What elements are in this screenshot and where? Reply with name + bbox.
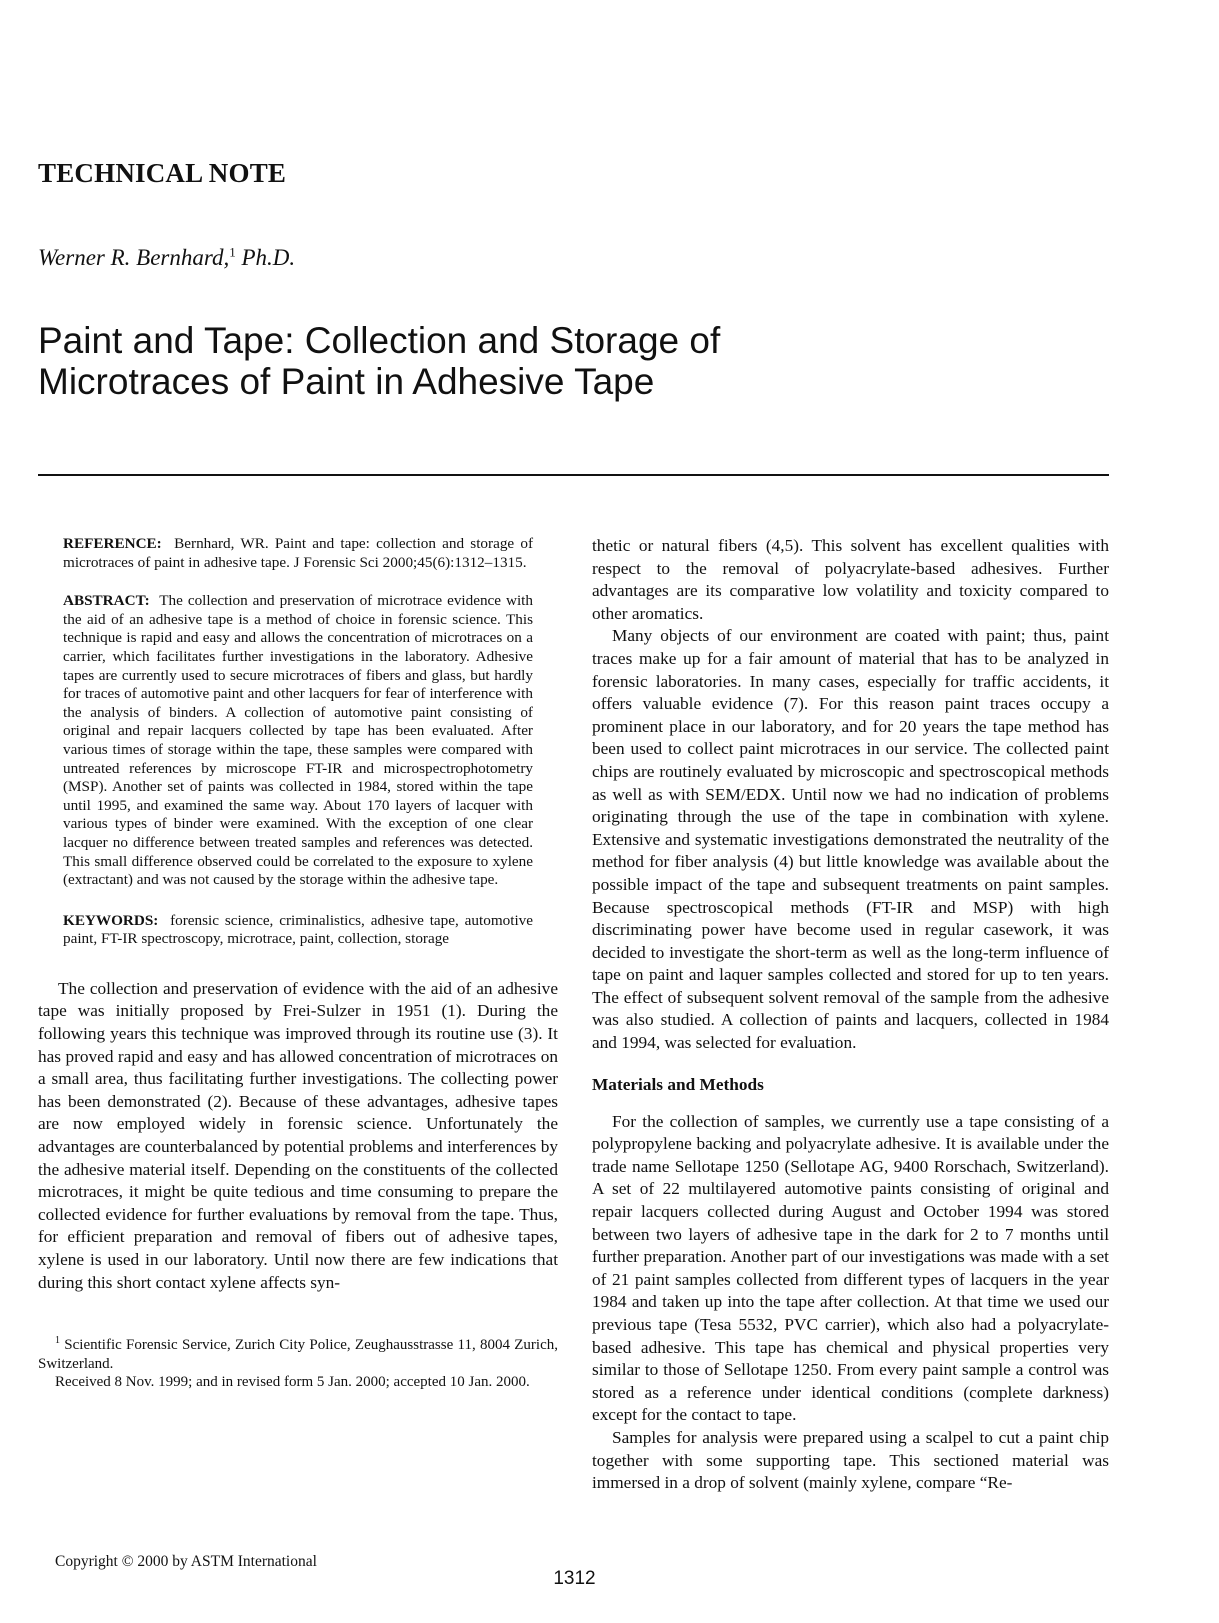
title-divider bbox=[38, 474, 1109, 476]
article-title bbox=[38, 320, 1138, 402]
reference-label: REFERENCE: bbox=[63, 535, 162, 552]
intro-paragraph: The collection and preservation of evidence with the aid of an adhesive tape was initially proposed by Frei-Sulzer in 1951 (1). During the following years this technique was improved through its routine use (3). It has proved rapid and easy and has allowed concentration of microtraces on a small area, thus facilitating further investigations. The collecting power has been demonstrated (2). Because of these advantages, adhesive tapes are now employed widely in forensic science. Unfortunately the advantages are counterbalanced by potential problems and interferences by the adhesive material itself. Depending on the constituents of the collected microtraces, it might be quite tedious and time consuming to prepare the collected evidence for further evaluations by removal from the tape. Thus, for efficient preparation and removal of fibers out of adhesive tapes, xylene is used in our laboratory. Until now there are few indications that during this short contact xylene affects syn- bbox=[38, 978, 558, 1292]
section-label: TECHNICAL NOTE bbox=[38, 158, 287, 188]
abstract-text: The collection and preservation of microtrace evidence with the aid of an adhesive tape is a method of choice in forensic science. This technique is rapid and easy and allows the concentration of microtraces on a carrier, which facilitates further investigations in the laboratory. Adhesive tapes are currently used to secure microtraces of fibers and glass, but hardly for traces of automotive paint and other lacquers for fear of interference with the analysis of binders. A collection of automotive paint consisting of original and repair lacquers collected by tape has been evaluated. After various times of storage within the tape, these samples were compared with untreated references by microscope FT-IR and microspectrophotometry (MSP). Another set of paints was collected in 1984, stored within the tape until 1995, and examined the same way. About 170 layers of lacquer with various types of binder were examined. With the exception of one clear lacquer no difference between treated samples and references was detected. This small difference observed could be correlated to the exposure to xylene (extractant) and was not caused by the storage within the adhesive tape. bbox=[63, 592, 533, 889]
continued-paragraph: thetic or natural fibers (4,5). This solvent has excellent qualities with respect to the removal of polyacrylate-based adhesives. Further advantages are its comparative low volatility and toxicity compared to other aromatics. bbox=[592, 536, 1109, 623]
keywords-text: forensic science, criminalistics, adhesive tape, automotive paint, FT-IR spectroscopy, microtrace, paint, collection, storage bbox=[63, 911, 534, 948]
author-byline bbox=[38, 245, 295, 271]
keywords-label: KEYWORDS: bbox=[63, 911, 159, 929]
copyright-notice: Copyright © 2000 by ASTM International bbox=[55, 1553, 317, 1570]
right-column bbox=[592, 535, 1109, 1495]
methods-paragraph-1: For the collection of samples, we currently use a tape consisting of a polypropylene backing and polyacrylate adhesive. It is available under the trade name Sellotape 1250 (Sellotape AG, 9400 Rorschach, Switzerland). A set of 22 multilayered automotive paints consisting of original and repair lacquers collected during August and October 1994 was stored between two layers of adhesive tape in the dark for 2 to 7 months until further preparation. Another part of our investigations was made with a set of 21 paint samples collected from different types of lacquers in the year 1984 and taken up into the tape after collection. At that time we used our previous tape (Tesa 5532, PVC carrier), which also had a polyacrylate-based adhesive. This tape has chemical and physical properties very similar to those of Sellotape 1250. From every paint sample a control was stored as a reference under identical conditions (complete darkness) except for the contact to tape. bbox=[592, 1111, 1109, 1425]
affiliation-text: Scientific Forensic Service, Zurich City Police, Zeughausstrasse 11, 8004 Zurich, Switzerland. bbox=[38, 1337, 559, 1372]
title-line-2: Microtraces of Paint in Adhesive Tape bbox=[38, 361, 655, 402]
keywords-block bbox=[63, 912, 533, 949]
affiliation-mark: 1 bbox=[229, 244, 236, 260]
page-number: 1312 bbox=[553, 1568, 596, 1589]
reference-text: Bernhard, WR. Paint and tape: collection and storage of microtraces of paint in adhesive tape. J Forensic Sci 2000;45(6):1312–1315. bbox=[63, 535, 534, 571]
environment-paragraph: Many objects of our environment are coated with paint; thus, paint traces make up for a fair amount of material that has to be analyzed in forensic laboratories. In many cases, especially for traffic accidents, it offers valuable evidence (7). For this reason paint traces occupy a prominent place in our laboratory, and for 20 years the tape method has been used to collect paint microtraces in our service. The collected paint chips are routinely evaluated by microscopic and spectroscopical methods as well as with SEM/EDX. Until now we had no indication of problems originating through the use of the tape in combination with xylene. Extensive and systematic investigations demonstrated the neutrality of the method for fiber analysis (4) but little knowledge was available about the possible impact of the tape and subsequent treatments on paint samples. Because spectroscopical methods (FT-IR and MSP) with high discriminating power have become used in regular casework, it was decided to investigate the short-term as well as the long-term influence of tape on paint and laquer samples collected and stored for up to ten years. The effect of subsequent solvent removal of the sample from the adhesive was also studied. A collection of paints and lacquers, collected in 1984 and 1994, was selected for evaluation. bbox=[592, 626, 1109, 1053]
abstract-block bbox=[63, 592, 533, 890]
methods-heading: Materials and Methods bbox=[592, 1074, 764, 1094]
received-dates: Received 8 Nov. 1999; and in revised form 5 Jan. 2000; accepted 10 Jan. 2000. bbox=[55, 1374, 530, 1391]
affiliation-footnote bbox=[38, 1332, 558, 1373]
footnotes bbox=[38, 1332, 558, 1392]
author-degree: Ph.D. bbox=[241, 245, 296, 270]
reference-block bbox=[63, 535, 533, 572]
left-column bbox=[38, 535, 558, 1392]
abstract-label: ABSTRACT: bbox=[63, 592, 150, 610]
title-line-1: Paint and Tape: Collection and Storage of bbox=[38, 320, 721, 361]
footnote-mark: 1 bbox=[55, 1335, 60, 1347]
methods-paragraph-2: Samples for analysis were prepared using a scalpel to cut a paint chip together with some supporting tape. This sectioned material was immersed in a drop of solvent (mainly xylene, compare “Re- bbox=[592, 1427, 1109, 1493]
author-name: Werner R. Bernhard, bbox=[38, 245, 230, 270]
